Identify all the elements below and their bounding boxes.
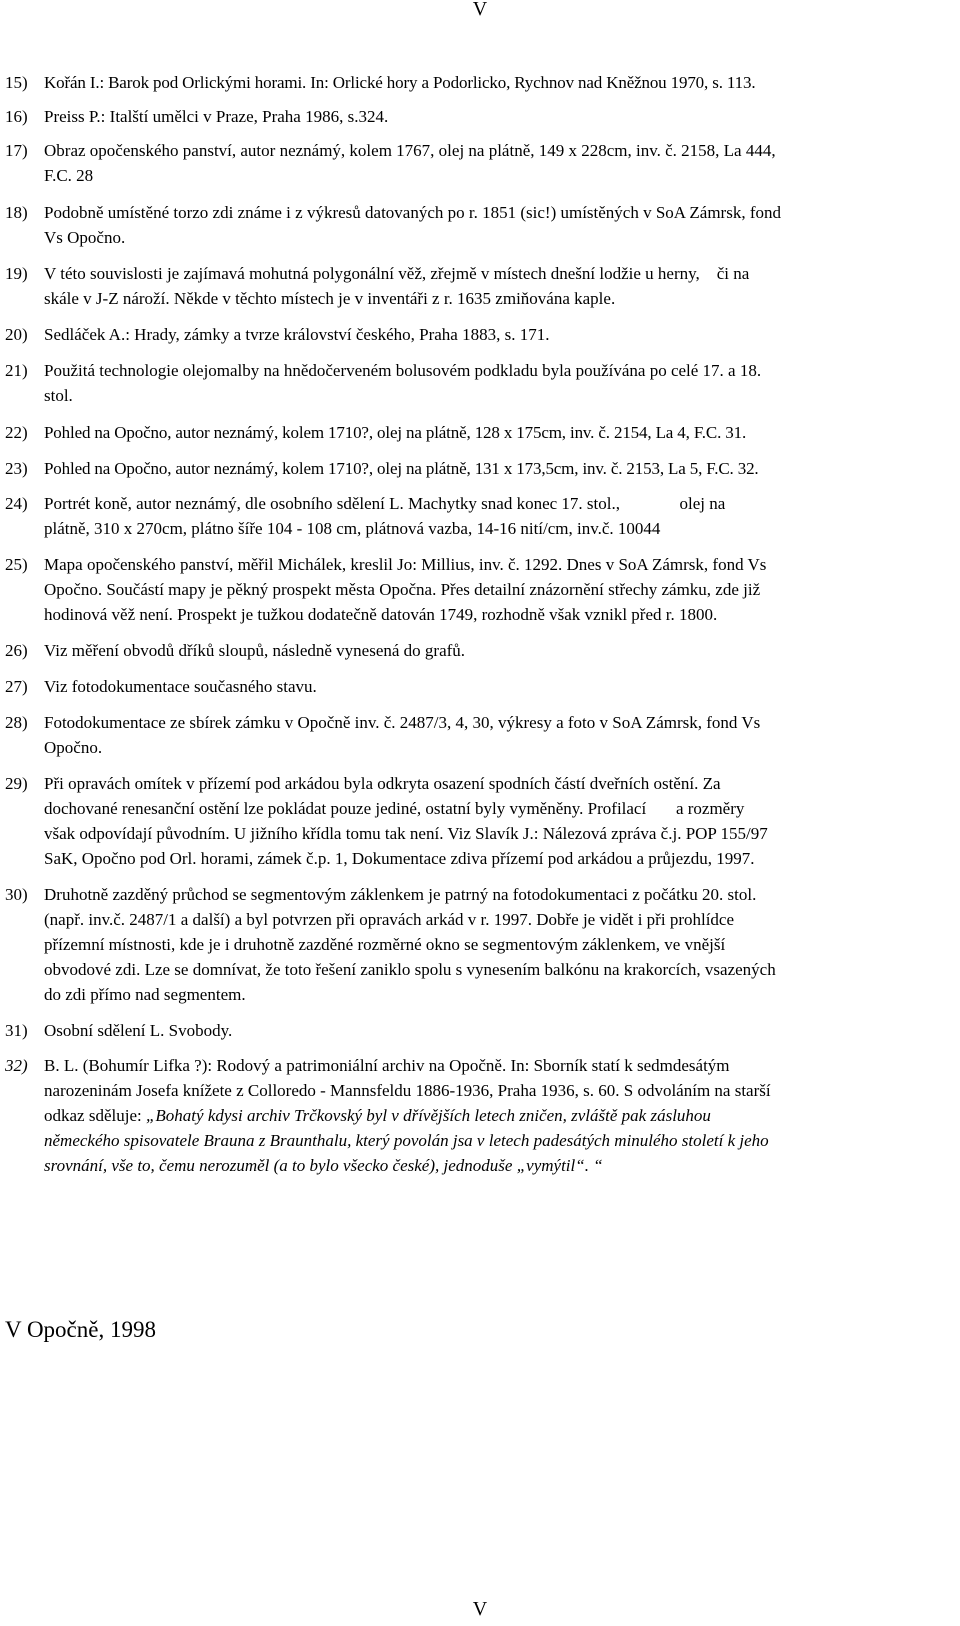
note-text: [44, 710, 949, 760]
note-text: [44, 70, 949, 95]
note-number: 16): [5, 107, 28, 126]
quote-line: německého spisovatele Brauna z Braunthalu, který povolán jsa v letech padesátých minulého století k jeho: [44, 1131, 769, 1150]
note-line: V této souvislosti je zajímavá mohutná polygonální věž, zřejmě v místech dnešní lodžie u herny, či na: [44, 264, 750, 283]
note-line: stol.: [44, 386, 73, 405]
note-text: [44, 882, 949, 1007]
note-line: dochované renesanční ostění lze pokládat pouze jediné, ostatní byly vyměněny. Profilací a rozměry: [44, 799, 745, 818]
note-text: [44, 200, 949, 250]
note-text: [44, 104, 949, 129]
note-text: [44, 456, 949, 481]
note-line: Sedláček A.: Hrady, zámky a tvrze království českého, Praha 1883, s. 171.: [44, 325, 550, 344]
note-text: [44, 674, 949, 699]
note-text: [44, 261, 949, 311]
note-text: [44, 638, 949, 663]
note-number: 30): [5, 885, 28, 904]
note-line: Fotodokumentace ze sbírek zámku v Opočně inv. č. 2487/3, 4, 30, výkresy a foto v SoA Zámrsk, fond Vs: [44, 713, 761, 732]
note-text: [44, 491, 949, 541]
note-line: hodinová věž není. Prospekt je tužkou dodatečně datován 1749, rozhodně však vznikl před r. 1800.: [44, 605, 718, 624]
quote-line: srovnání, vše to, čemu nerozuměl (a to bylo všecko české), jednoduše „vymýtil“. “: [44, 1156, 603, 1175]
note-line: Opočno. Součástí mapy je pěkný prospekt města Opočna. Přes detailní znázornění střechy zámku, zde již: [44, 580, 761, 599]
place-and-date: V Opočně, 1998: [5, 1317, 156, 1342]
note-line: plátně, 310 x 270cm, plátno šíře 104 - 108 cm, plátnová vazba, 14-16 nití/cm, inv.č. 10044: [44, 519, 661, 538]
note-text: [44, 771, 949, 871]
page-mark-bottom: V: [472, 1598, 488, 1620]
note-number: 27): [5, 677, 28, 696]
note-line: přízemní místnosti, kde je i druhotně zazděné rozměrné okno se segmentovým záklenkem, ve vnější: [44, 935, 726, 954]
note-line: Pohled na Opočno, autor neznámý, kolem 1710?, olej na plátně, 131 x 173,5cm, inv. č. 2153, La 5, F.C. 32.: [44, 459, 759, 478]
page-mark-top: V: [472, 0, 488, 20]
note-line-with-quote: [44, 1103, 949, 1128]
note-number: 20): [5, 325, 28, 344]
note-line: B. L. (Bohumír Lifka ?): Rodový a patrimoniální archiv na Opočně. In: Sborník statí k sedmdesátým: [44, 1056, 730, 1075]
note-line: Portrét koně, autor neznámý, dle osobního sdělení L. Machytky snad konec 17. stol., olej na: [44, 494, 726, 513]
note-number: 22): [5, 423, 28, 442]
note-line: SaK, Opočno pod Orl. horami, zámek č.p. 1, Dokumentace zdiva přízemí pod arkádou a průjezdu, 1997.: [44, 849, 755, 868]
note-text: [44, 1018, 949, 1043]
note-line: však odpovídají původním. U jižního křídla tomu tak není. Viz Slavík J.: Nálezová zpráva č.j. POP 155/97: [44, 824, 768, 843]
note-line: F.C. 28: [44, 166, 94, 185]
quote-line: „Bohatý kdysi archiv Trčkovský byl v dřívějších letech zničen, zvláště pak zásluhou: [145, 1106, 711, 1125]
note-number: 17): [5, 141, 28, 160]
note-line: obvodové zdi. Lze se domnívat, že toto řešení zaniklo spolu s vynesením balkónu na krakorcích, vsazených: [44, 960, 776, 979]
note-text: [44, 552, 949, 627]
note-number: 15): [5, 73, 28, 92]
note-line: Osobní sdělení L. Svobody.: [44, 1021, 233, 1040]
note-line: (např. inv.č. 2487/1 a další) a byl potvrzen při opravách arkád v r. 1997. Dobře je vidět i při prohlídce: [44, 910, 735, 929]
note-text: [44, 138, 949, 188]
note-line: Mapa opočenského panství, měřil Michálek, kreslil Jo: Millius, inv. č. 1292. Dnes v SoA Zámrsk, fond Vs: [44, 555, 767, 574]
note-line: Vs Opočno.: [44, 228, 126, 247]
note-number: 31): [5, 1021, 28, 1040]
note-text: [44, 420, 949, 445]
note-line: Viz fotodokumentace současného stavu.: [44, 677, 317, 696]
note-number: 19): [5, 264, 28, 283]
note-line: Druhotně zazděný průchod se segmentovým záklenkem je patrný na fotodokumentaci z počátku 20. stol.: [44, 885, 757, 904]
note-number: 18): [5, 203, 28, 222]
note-line: Opočno.: [44, 738, 103, 757]
note-line: do zdi přímo nad segmentem.: [44, 985, 246, 1004]
note-line: skále v J-Z nároží. Někde v těchto místech je v inventáři z r. 1635 zmiňována kaple.: [44, 289, 616, 308]
note-line: Podobně umístěné torzo zdi známe i z výkresů datovaných po r. 1851 (sic!) umístěných v SoA Zámrsk, fond: [44, 203, 781, 222]
note-number: 24): [5, 494, 28, 513]
note-line: Preiss P.: Italští umělci v Praze, Praha 1986, s.324.: [44, 107, 389, 126]
note-number: 21): [5, 361, 28, 380]
note-line: narozeninám Josefa knížete z Colloredo - Mannsfeldu 1886-1936, Praha 1936, s. 60. S odvoláním na starší: [44, 1081, 771, 1100]
note-number: 23): [5, 459, 28, 478]
note-line: Při opravách omítek v přízemí pod arkádou byla odkryta osazení spodních částí dveřních ostění. Za: [44, 774, 721, 793]
note-line: Použitá technologie olejomalby na hnědočerveném bolusovém podkladu byla používána po celé 17. a 18.: [44, 361, 762, 380]
note-number: 25): [5, 555, 28, 574]
note-line: Viz měření obvodů dříků sloupů, následně vynesená do grafů.: [44, 641, 466, 660]
note-line: Obraz opočenského panství, autor neznámý, kolem 1767, olej na plátně, 149 x 228cm, inv. č. 2158, La 444,: [44, 141, 776, 160]
note-number: 28): [5, 713, 28, 732]
quote-intro: odkaz sděluje:: [44, 1106, 146, 1125]
note-line: Kořán I.: Barok pod Orlickými horami. In: Orlické hory a Podorlicko, Rychnov nad Kněžnou 1970, s. 113.: [44, 73, 756, 92]
note-text: [44, 322, 949, 347]
note-number: 26): [5, 641, 28, 660]
note-number: 32): [5, 1056, 28, 1075]
note-text: [44, 1053, 949, 1178]
note-line: Pohled na Opočno, autor neznámý, kolem 1710?, olej na plátně, 128 x 175cm, inv. č. 2154, La 4, F.C. 31.: [44, 423, 747, 442]
note-text: [44, 358, 949, 408]
note-number: 29): [5, 774, 28, 793]
